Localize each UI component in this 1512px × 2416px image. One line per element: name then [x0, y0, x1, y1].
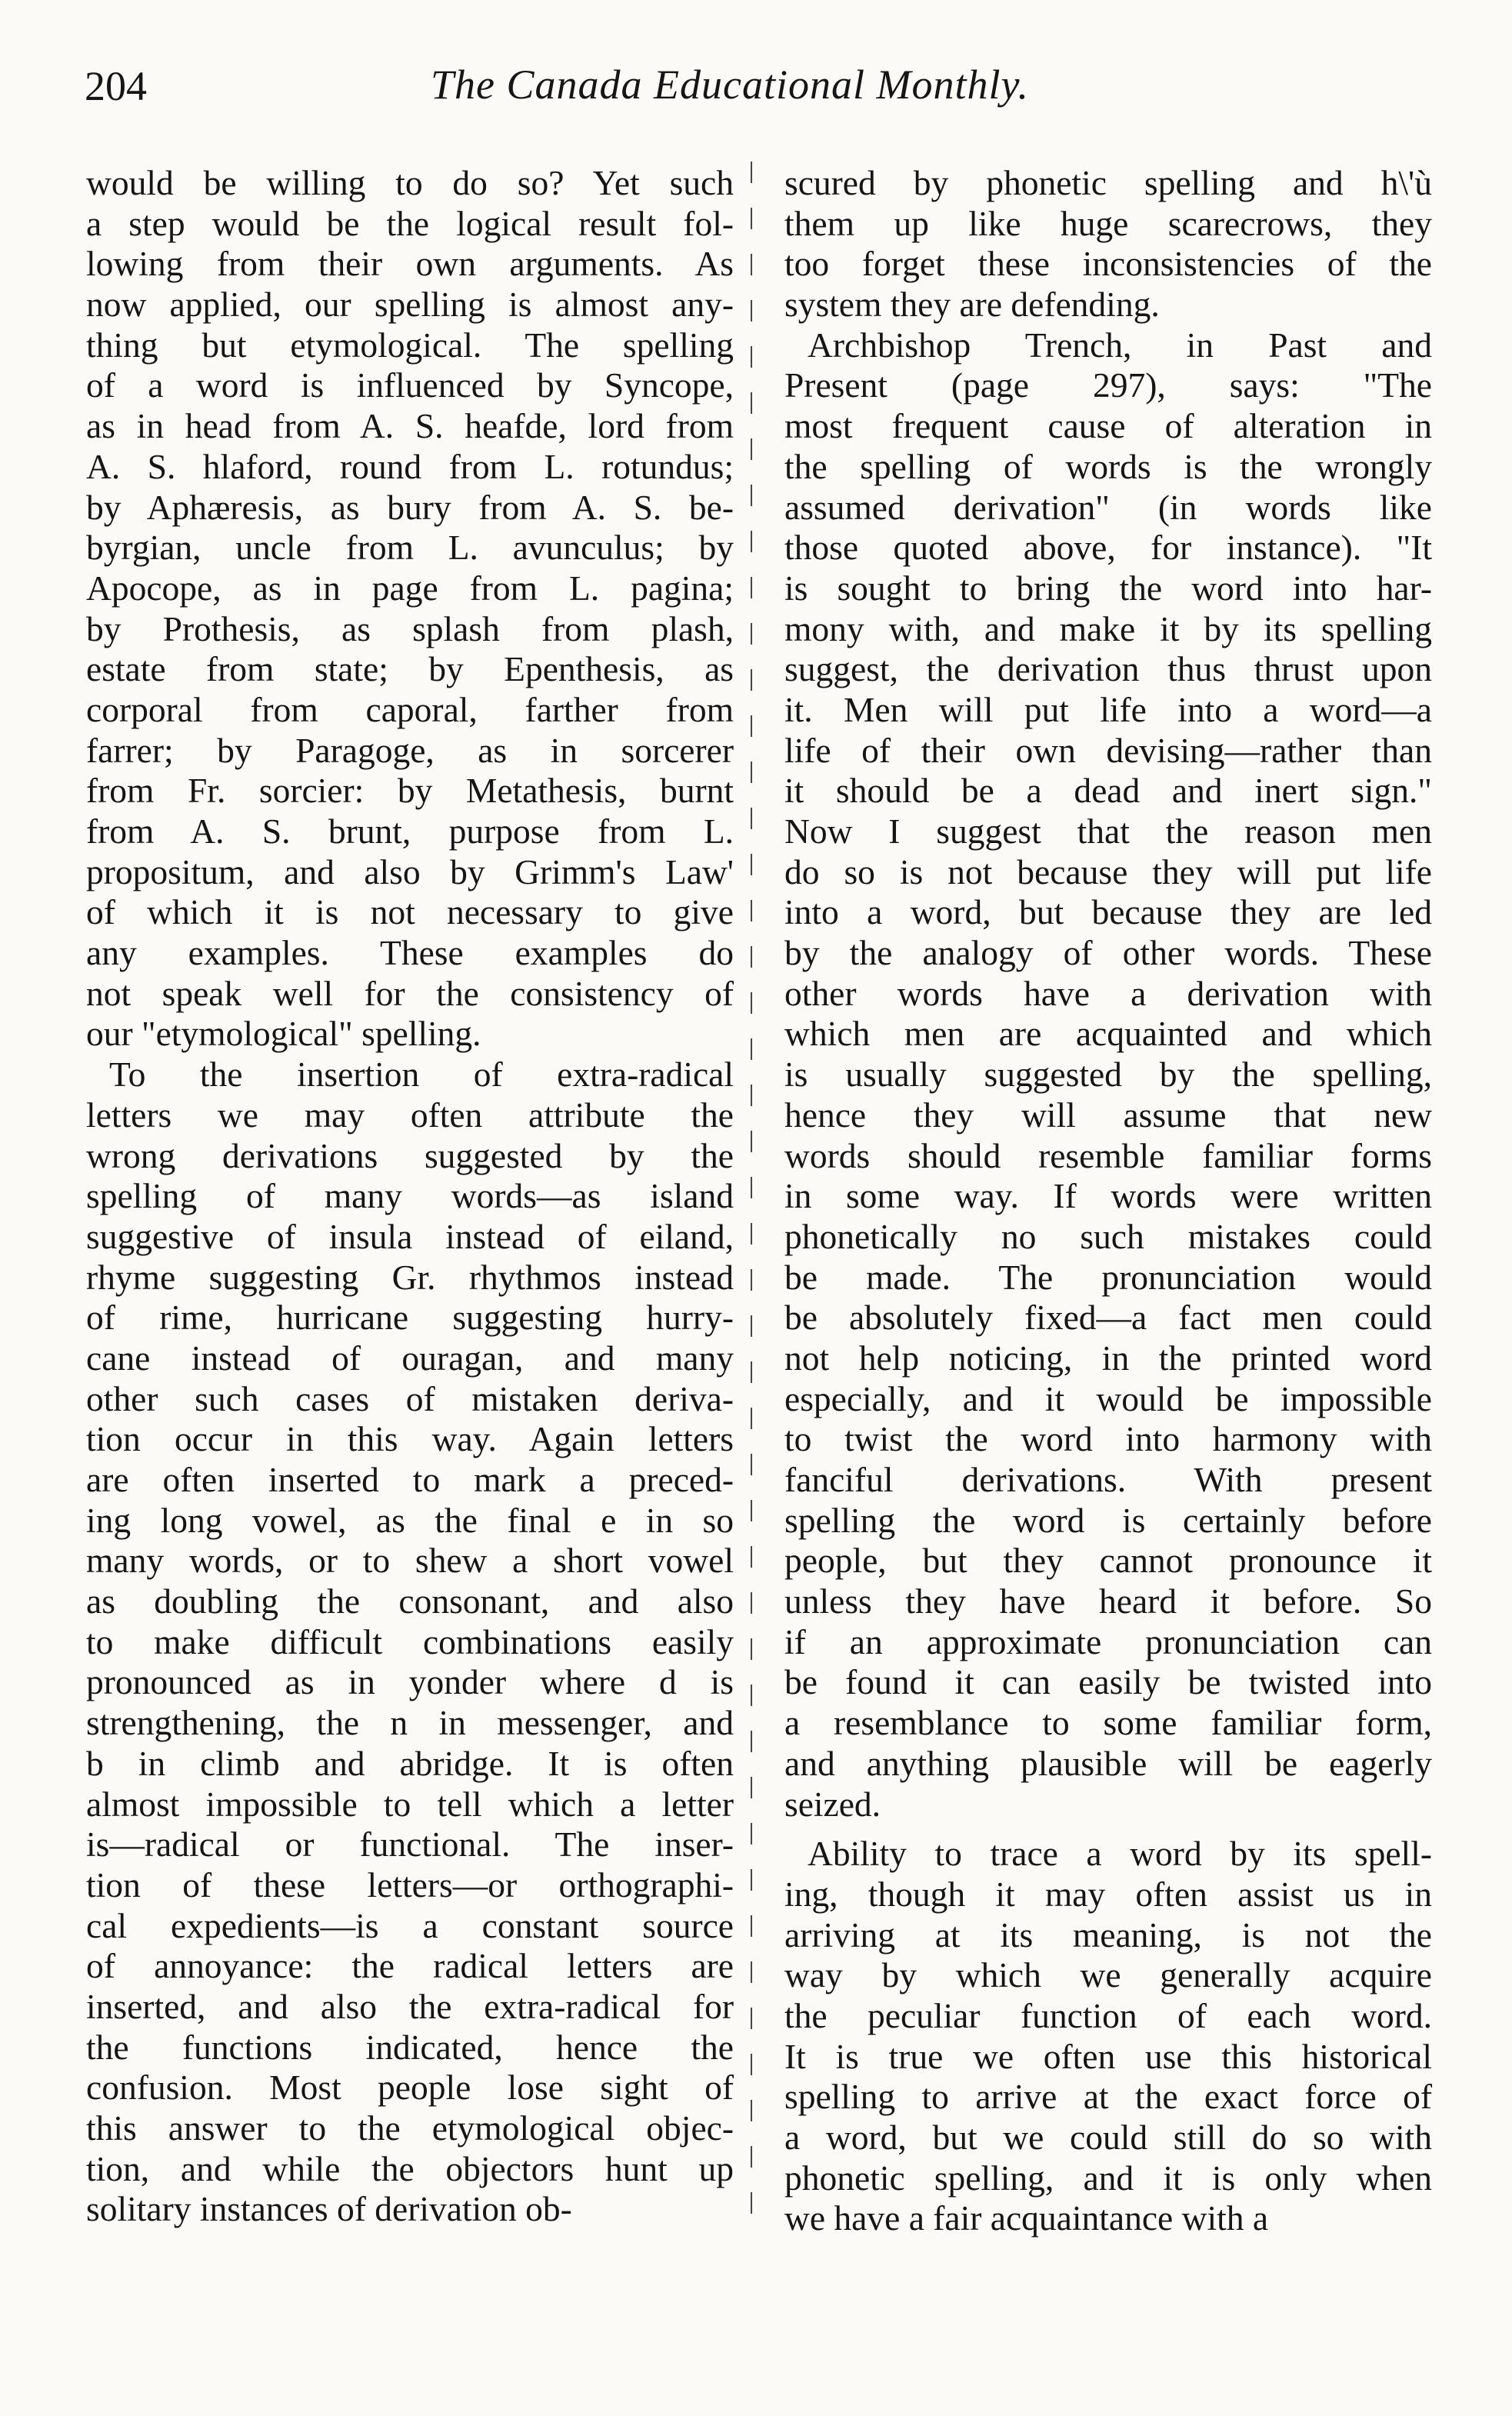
text-line: be found it can easily be twisted into — [784, 1662, 1432, 1702]
text-line: cane instead of ouragan, and many — [86, 1338, 734, 1378]
text-line: many words, or to shew a short vowel — [86, 1541, 734, 1581]
text-line: spelling of many words—as island — [86, 1176, 734, 1216]
text-line: the peculiar function of each word. — [784, 1995, 1432, 2035]
text-line: wrong derivations suggested by the — [86, 1135, 734, 1175]
text-line: from A. S. brunt, purpose from L. — [86, 811, 734, 851]
text-line: other words have a derivation with — [784, 973, 1432, 1013]
text-line: it. Men will put life into a word—a — [784, 689, 1432, 729]
left-column — [86, 163, 734, 2230]
text-line: scured by phonetic spelling and h\'ù — [784, 163, 1432, 202]
text-line: we have a fair acquaintance with a — [784, 2198, 1269, 2238]
text-line: a word, but we could still do so with — [784, 2118, 1432, 2157]
text-line: assumed derivation" (in words like — [784, 487, 1432, 527]
text-line: Now I suggest that the reason men — [784, 811, 1432, 851]
text-line: byrgian, uncle from L. avunculus; by — [86, 528, 734, 568]
text-line: not help noticing, in the printed word — [784, 1338, 1432, 1378]
text-line: is—radical or functional. The inser- — [86, 1824, 734, 1864]
text-line: as in head from A. S. heafde, lord from — [86, 406, 734, 446]
text-line: be absolutely fixed—a fact men could — [784, 1298, 1432, 1338]
text-line: this answer to the etymological objec- — [86, 2108, 734, 2148]
text-line: phonetically no such mistakes could — [784, 1216, 1432, 1256]
right-column — [784, 163, 1432, 2239]
text-line: Archbishop Trench, in Past and — [808, 325, 1432, 365]
text-line: fanciful derivations. With present — [784, 1460, 1432, 1499]
page-number: 204 — [85, 63, 147, 109]
text-line: arriving at its meaning, is not the — [784, 1914, 1432, 1954]
text-line: solitary instances of derivation ob- — [86, 2189, 572, 2229]
text-line: most frequent cause of alteration in — [784, 406, 1432, 446]
text-line: thing but etymological. The spelling — [86, 325, 734, 365]
text-line: do so is not because they will put life — [784, 851, 1432, 891]
text-line: other such cases of mistaken deriva- — [86, 1378, 734, 1418]
text-line: to make difficult combinations easily — [86, 1621, 734, 1661]
text-line: To the insertion of extra-radical — [109, 1055, 734, 1095]
text-line: almost impossible to tell which a letter — [86, 1784, 734, 1824]
text-line: spelling the word is certainly before — [784, 1500, 1432, 1540]
text-line: and anything plausible will be eagerly — [784, 1743, 1432, 1783]
text-line: of which it is not necessary to give — [86, 892, 734, 932]
text-line: mony with, and make it by its spelling — [784, 608, 1432, 648]
text-line: It is true we often use this historical — [784, 2036, 1432, 2076]
text-line: people, but they cannot pronounce it — [784, 1541, 1432, 1581]
text-line: propositum, and also by Grimm's Law' — [86, 851, 734, 891]
text-line: system they are defending. — [784, 285, 1160, 325]
text-line: by Aphæresis, as bury from A. S. be- — [86, 487, 734, 527]
text-line: as doubling the consonant, and also — [86, 1581, 734, 1621]
text-line: words should resemble familiar forms — [784, 1135, 1432, 1175]
text-line: letters we may often attribute the — [86, 1095, 734, 1135]
text-line: ing, though it may often assist us in — [784, 1874, 1432, 1914]
text-line: A. S. hlaford, round from L. rotundus; — [86, 446, 734, 486]
text-line: now applied, our spelling is almost any- — [86, 285, 734, 325]
text-line: a resemblance to some familiar form, — [784, 1703, 1432, 1743]
text-line: those quoted above, for instance). "It — [784, 528, 1432, 568]
text-line: tion occur in this way. Again letters — [86, 1419, 734, 1459]
text-line: any examples. These examples do — [86, 933, 734, 973]
text-line: estate from state; by Epenthesis, as — [86, 649, 734, 689]
text-line: especially, and it would be impossible — [784, 1378, 1432, 1418]
text-line: into a word, but because they are led — [784, 892, 1432, 932]
text-line: of a word is influenced by Syncope, — [86, 365, 734, 405]
text-line: not speak well for the consistency of — [86, 973, 734, 1013]
text-line: tion, and while the objectors hunt up — [86, 2148, 734, 2188]
text-line: from Fr. sorcier: by Metathesis, burnt — [86, 771, 734, 811]
text-line: them up like huge scarecrows, they — [784, 203, 1432, 243]
text-line: our "etymological" spelling. — [86, 1014, 481, 1054]
text-line: pronounced as in yonder where d is — [86, 1662, 734, 1702]
text-line: rhyme suggesting Gr. rhythmos instead — [86, 1257, 734, 1297]
text-line: of annoyance: the radical letters are — [86, 1946, 734, 1986]
text-line: are often inserted to mark a preced- — [86, 1460, 734, 1499]
text-line: ing long vowel, as the final e in so — [86, 1500, 734, 1540]
text-line: would be willing to do so? Yet such — [86, 163, 734, 202]
text-line: by Prothesis, as splash from plash, — [86, 608, 734, 648]
text-line: suggest, the derivation thus thrust upon — [784, 649, 1432, 689]
text-line: the functions indicated, hence the — [86, 2027, 734, 2067]
running-title: The Canada Educational Monthly. — [431, 62, 1029, 108]
text-line: hence they will assume that new — [784, 1095, 1432, 1135]
text-line: to twist the word into harmony with — [784, 1419, 1432, 1459]
text-line: if an approximate pronunciation can — [784, 1621, 1432, 1661]
text-line: which men are acquainted and which — [784, 1014, 1432, 1054]
text-line: spelling to arrive at the exact force of — [784, 2077, 1432, 2117]
text-line: seized. — [784, 1784, 881, 1824]
text-line: life of their own devising—rather than — [784, 730, 1432, 770]
column-divider — [751, 162, 752, 2223]
text-line: Ability to trace a word by its spell- — [808, 1834, 1432, 1874]
text-line: cal expedients—is a constant source — [86, 1905, 734, 1945]
text-line: suggestive of insula instead of eiland, — [86, 1216, 734, 1256]
text-line: the spelling of words is the wrongly — [784, 446, 1432, 486]
text-line: is usually suggested by the spelling, — [784, 1055, 1432, 1095]
text-line: corporal from caporal, farther from — [86, 689, 734, 729]
text-line: tion of these letters—or orthographi- — [86, 1864, 734, 1904]
text-line: of rime, hurricane suggesting hurry- — [86, 1298, 734, 1338]
text-line: farrer; by Paragoge, as in sorcerer — [86, 730, 734, 770]
text-line: inserted, and also the extra-radical for — [86, 1986, 734, 2026]
text-line: Present (page 297), says: "The — [784, 365, 1432, 405]
text-line: way by which we generally acquire — [784, 1955, 1432, 1995]
text-line: too forget these inconsistencies of the — [784, 244, 1432, 284]
text-line: b in climb and abridge. It is often — [86, 1743, 734, 1783]
text-line: confusion. Most people lose sight of — [86, 2068, 734, 2108]
text-line: unless they have heard it before. So — [784, 1581, 1432, 1621]
text-line: be made. The pronunciation would — [784, 1257, 1432, 1297]
text-line: in some way. If words were written — [784, 1176, 1432, 1216]
text-line: Apocope, as in page from L. pagina; — [86, 568, 734, 608]
text-line: lowing from their own arguments. As — [86, 244, 734, 284]
text-line: phonetic spelling, and it is only when — [784, 2158, 1432, 2198]
text-line: strengthening, the n in messenger, and — [86, 1703, 734, 1743]
text-line: is sought to bring the word into har- — [784, 568, 1432, 608]
text-line: it should be a dead and inert sign." — [784, 771, 1432, 811]
text-line: a step would be the logical result fol- — [86, 203, 734, 243]
text-line: by the analogy of other words. These — [784, 933, 1432, 973]
